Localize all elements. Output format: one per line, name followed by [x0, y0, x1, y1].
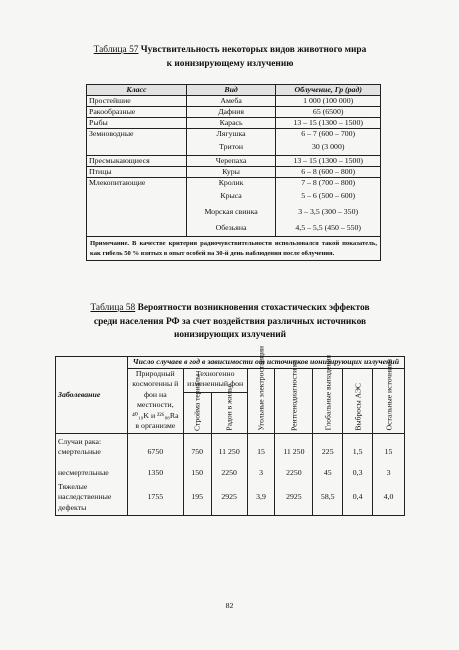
table-row: [87, 139, 381, 156]
table57-title-line2: к ионизирующему излучению: [166, 58, 294, 69]
dose-cell: 6 – 8 (600 – 800): [276, 167, 381, 178]
species-cell: Карась: [186, 118, 276, 129]
value-cell: 6750 1350: [127, 433, 183, 479]
nonfatal-label: несмертельные: [58, 468, 109, 477]
table-row: [87, 167, 381, 178]
species-cell: Тритон: [186, 139, 276, 156]
value-cell: 225 45: [313, 433, 343, 479]
value-cell: 3,9: [247, 479, 275, 516]
class-cell: [87, 220, 187, 237]
table-row: [87, 107, 381, 118]
genetic-label: Тяжелые наследственные дефекты: [56, 479, 128, 516]
class-cell: [87, 204, 187, 220]
npp-emissions-header: [343, 368, 373, 433]
table57-header-row: [87, 85, 381, 96]
dose-cell: 30 (3 000): [276, 139, 381, 156]
dose-cell: 6 – 7 (600 – 700): [276, 129, 381, 140]
species-cell: Крыса: [186, 188, 276, 204]
value-cell: 750 150: [183, 433, 211, 479]
disease-header: Заболевание: [56, 357, 128, 434]
class-cell: [87, 139, 187, 156]
value-cell: 15 3: [247, 433, 275, 479]
table57-label: Таблица 57: [93, 45, 139, 55]
value-cell: 0,4: [343, 479, 373, 516]
table-row: [87, 156, 381, 167]
table58-label: Таблица 58: [90, 303, 136, 313]
value-cell: 195: [183, 479, 211, 516]
page-number: 82: [225, 601, 234, 610]
table57: [86, 84, 381, 261]
table58-title-line1: Вероятности возникновения стохастических эффектов: [137, 303, 370, 313]
value-cell: 11 250 2250: [275, 433, 313, 479]
table58-title-line2: среди населения РФ за счет воздействия различных источников: [93, 316, 367, 327]
coal-plants-label: Угольные электростанции: [256, 346, 266, 431]
value-cell: 11 250 2250: [211, 433, 247, 479]
xray-label: Рентгенодиагности ка: [289, 359, 299, 431]
table-row: [87, 96, 381, 107]
sources-group-header: Число случаев в год в зависимости от источников ионизирующих излучений: [127, 357, 404, 369]
cancer-title: Случаи рака:: [58, 436, 102, 446]
value-cell: 2925: [275, 479, 313, 516]
dose-cell: 13 – 15 (1300 – 1500): [276, 118, 381, 129]
other-sources-header: [373, 359, 405, 433]
building-materials-header: [183, 373, 211, 433]
table-row: [56, 479, 405, 516]
species-cell: Дафния: [186, 107, 276, 118]
table-row: [87, 118, 381, 129]
table57-header-dose: Облучение, Гр (рад): [276, 85, 381, 96]
dose-cell: 5 – 6 (500 – 600): [276, 188, 381, 204]
table57-header-species: Вид: [186, 85, 276, 96]
coal-plants-header: [247, 346, 275, 433]
technogenic-header: Техногенно измененный фон: [183, 368, 247, 392]
value-cell: 58,5: [313, 479, 343, 516]
dose-cell: 1 000 (100 000): [276, 96, 381, 107]
value-cell: 15 3: [373, 433, 405, 479]
table57-title-line1: Чувствительность некоторых видов животного мира: [140, 45, 367, 55]
table58-caption: [30, 302, 430, 343]
table-row: [87, 178, 381, 189]
class-cell: Пресмыкающиеся: [87, 156, 187, 167]
class-cell: [87, 188, 187, 204]
xray-header: [275, 359, 313, 433]
dose-cell: 7 – 8 (700 – 800): [276, 178, 381, 189]
species-cell: Лягушка: [186, 129, 276, 140]
dose-cell: 4,5 – 5,5 (450 – 550): [276, 220, 381, 237]
table57-note-row: [87, 237, 381, 261]
table57-note: Примечание. В качестве критерия радиочувствительности использовался такой показатель, как гибель 50 % взятых в опыт особей на 30-й день наблюдения после облучения.: [87, 237, 381, 261]
class-cell: Млекопитающие: [87, 178, 187, 189]
radon-header: [211, 383, 247, 433]
table57-caption: [30, 44, 430, 71]
species-cell: Обезьяна: [186, 220, 276, 237]
class-cell: Простейшие: [87, 96, 187, 107]
species-cell: Черепаха: [186, 156, 276, 167]
species-cell: Амеба: [186, 96, 276, 107]
species-cell: Кролик: [186, 178, 276, 189]
species-cell: Куры: [186, 167, 276, 178]
table58: [55, 346, 405, 516]
npp-emissions-label: Выбросы АЭС: [353, 382, 363, 431]
natural-background-header: [127, 368, 183, 433]
dose-cell: 3 – 3,5 (300 – 350): [276, 204, 381, 220]
table-row: [56, 433, 405, 479]
table-row: [87, 129, 381, 140]
table-row: [87, 220, 381, 237]
dose-cell: 13 – 15 (1300 – 1500): [276, 156, 381, 167]
class-cell: Земноводные: [87, 129, 187, 140]
value-cell: 1755: [127, 479, 183, 516]
natural-header-isotopes: ⁴⁰₁₉K и ²²⁶₈₈Ra: [132, 410, 179, 420]
table57-header-class: Класс: [87, 85, 187, 96]
global-fallout-label: Глобальные выпадения: [323, 355, 333, 431]
value-cell: 2925: [211, 479, 247, 516]
value-cell: 1,5 0,3: [343, 433, 373, 479]
value-cell: 4,0: [373, 479, 405, 516]
radon-label: Радон в жилье: [224, 383, 234, 431]
global-fallout-header: [313, 355, 343, 433]
class-cell: Рыбы: [87, 118, 187, 129]
table-row: [87, 204, 381, 220]
class-cell: Птицы: [87, 167, 187, 178]
natural-header-body: в организме: [135, 421, 176, 430]
row-label: [56, 433, 128, 479]
natural-header-text: Природный космогенны й фон на местности,: [132, 368, 179, 409]
table-row: [87, 188, 381, 204]
table58-title-line3: ионизирующих излучений: [173, 330, 287, 340]
class-cell: Ракообразные: [87, 107, 187, 118]
building-materials-label: Стройма териалы: [192, 373, 202, 431]
dose-cell: 65 (6500): [276, 107, 381, 118]
species-cell: Морская свинка: [186, 204, 276, 220]
other-sources-label: Остальные источники: [384, 359, 394, 431]
fatal-label: смертельные: [58, 447, 101, 456]
